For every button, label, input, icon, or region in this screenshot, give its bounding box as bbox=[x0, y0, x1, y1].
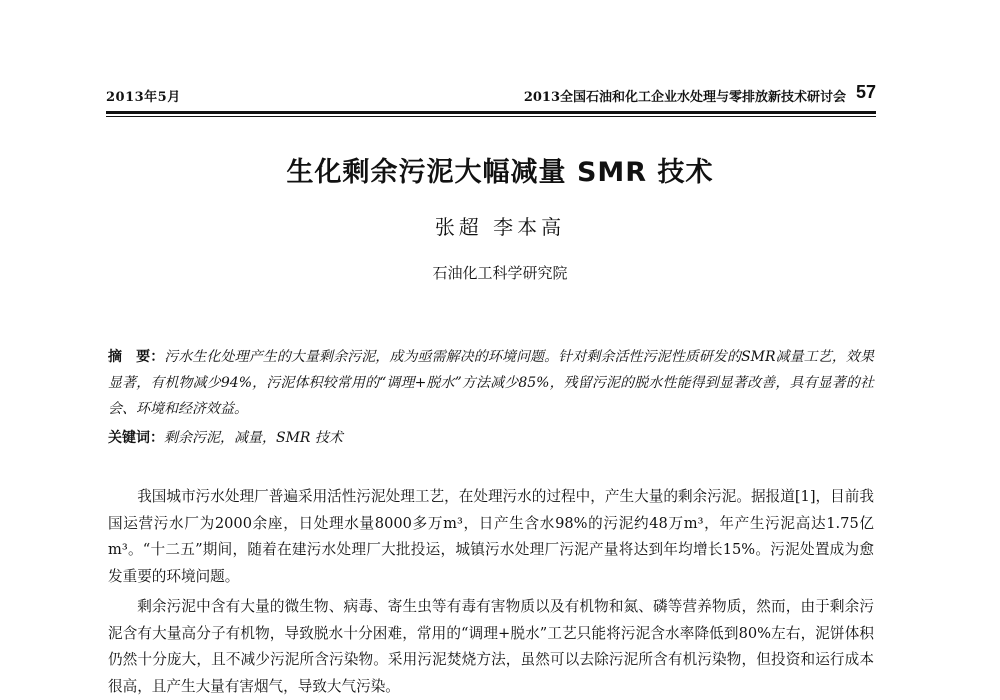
body-text bbox=[108, 484, 874, 700]
article-title: 生化剩余污泥大幅减量 SMR 技术 bbox=[286, 157, 714, 188]
conference-name: 2013全国石油和化工企业水处理与零排放新技术研讨会 bbox=[523, 90, 846, 105]
header-rule-thick bbox=[106, 111, 876, 114]
article-affiliation: 石油化工科学研究院 bbox=[432, 264, 568, 282]
keywords bbox=[108, 428, 874, 448]
keywords-label: 关键词： bbox=[108, 430, 164, 446]
keywords-text: 剩余污泥，减量，SMR 技术 bbox=[164, 430, 343, 446]
header-rule-thin bbox=[106, 116, 876, 117]
body-paragraph: 我国城市污水处理厂普遍采用活性污泥处理工艺，在处理污水的过程中，产生大量的剩余污泥。据报道[1]，目前我国运营污水厂为2000余座，日处理水量8000多万m³，日产生含水98%的污泥约48万m³，年产生污泥高达1.75亿m³。“十二五”期间，随着在建污水处理厂大批投运，城镇污水处理厂污泥产量将达到年均增长15%。污泥处置成为愈发重要的环境问题。 bbox=[108, 488, 874, 585]
page-number: 57 bbox=[855, 82, 876, 102]
issue-date: 2013年5月 bbox=[106, 90, 181, 105]
article-authors: 张超 李本高 bbox=[434, 215, 566, 239]
abstract-label: 摘 要： bbox=[108, 349, 165, 365]
running-header bbox=[106, 80, 876, 104]
body-paragraph: 剩余污泥中含有大量的微生物、病毒、寄生虫等有毒有害物质以及有机物和氮、磷等营养物质，然而，由于剩余污泥含有大量高分子有机物，导致脱水十分困难，常用的“调理+脱水”工艺只能将污泥含水率降低到80%左右，泥饼体积仍然十分庞大，且不减少污泥所含污染物。采用污泥焚烧方法，虽然可以去除污泥所含有机污染物，但投资和运行成本很高，且产生大量有害烟气，导致大气污染。 bbox=[108, 598, 874, 695]
abstract bbox=[108, 344, 874, 422]
abstract-text: 污水生化处理产生的大量剩余污泥，成为亟需解决的环境问题。针对剩余活性污泥性质研发的SMR减量工艺，效果显著，有机物减少94%，污泥体积较常用的“调理+脱水”方法减少85%，残留污泥的脱水性能得到显著改善，具有显著的社会、环境和经济效益。 bbox=[108, 349, 875, 417]
